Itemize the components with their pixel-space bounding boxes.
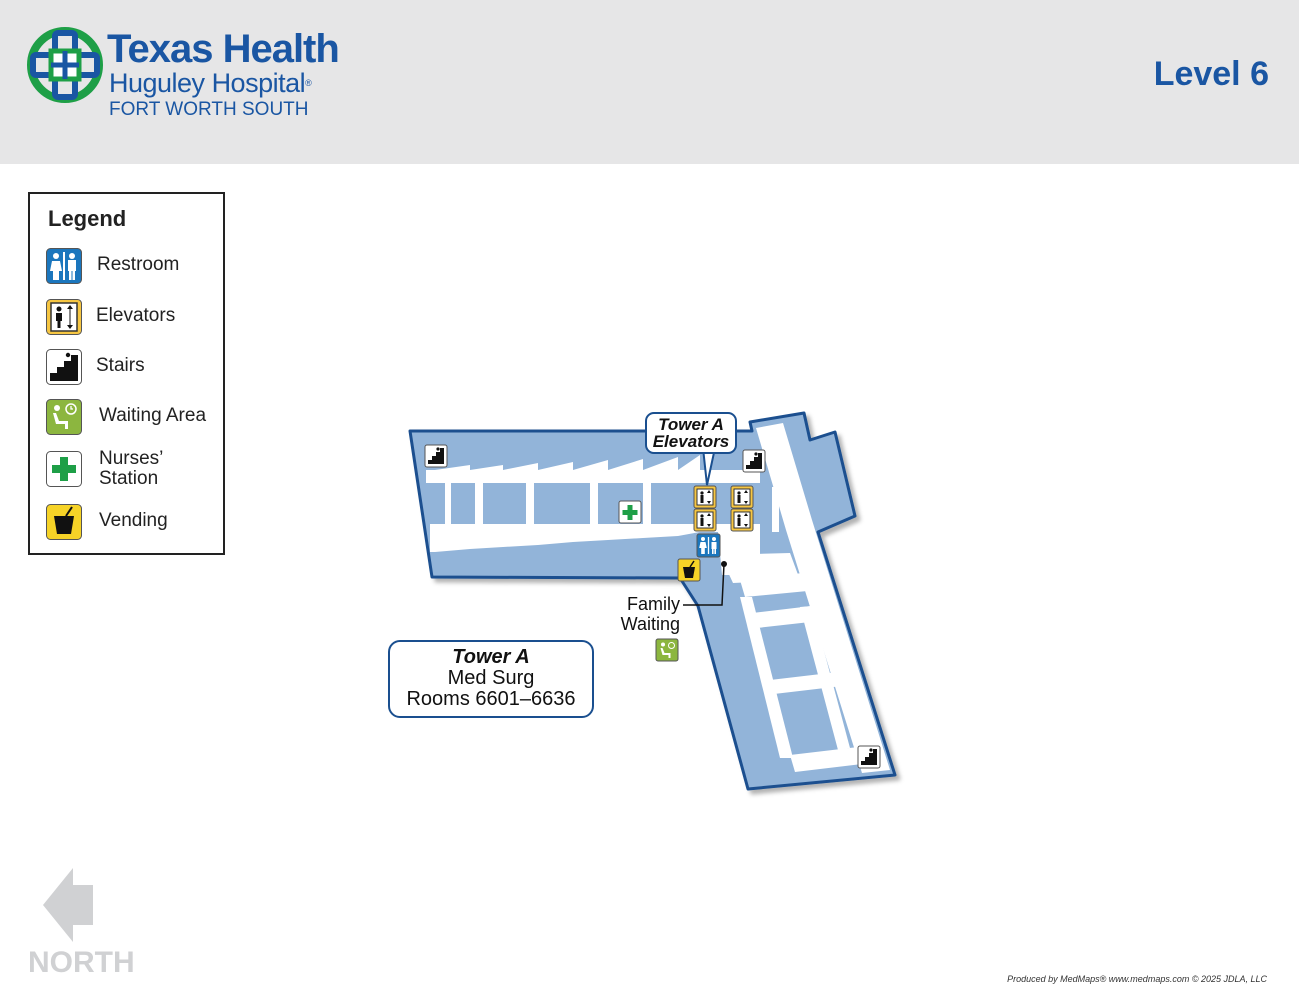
- stairs-marker: [858, 746, 880, 768]
- tower-a-elevators-line1: Tower A: [658, 415, 724, 434]
- north-indicator: [28, 868, 135, 979]
- family-waiting-label: [600, 594, 680, 634]
- waiting-area-marker: [656, 639, 678, 661]
- map-credit: Produced by MedMaps® www.medmaps.com © 2025 JDLA, LLC: [1007, 974, 1267, 984]
- legend-label-stairs: Stairs: [96, 355, 145, 376]
- nurses-station-marker: [619, 501, 641, 523]
- unit-name: Med Surg: [447, 667, 535, 689]
- elevator-marker: [731, 486, 753, 508]
- tower-name: Tower A: [452, 646, 530, 668]
- family-waiting-dot: [721, 561, 727, 567]
- legend-label-elevators: Elevators: [96, 305, 176, 326]
- hospital-name: Huguley Hospital®: [109, 68, 312, 98]
- level-title: Level 6: [1153, 55, 1269, 93]
- tower-a-elevators-line2: Elevators: [652, 432, 730, 451]
- legend-label-waiting-area: Waiting Area: [99, 405, 207, 426]
- stairs-marker: [743, 450, 765, 472]
- room-range: Rooms 6601–6636: [406, 688, 576, 710]
- registered-mark: ®: [305, 78, 312, 88]
- hospital-location: FORT WORTH SOUTH: [109, 99, 309, 120]
- elevator-marker: [731, 509, 753, 531]
- legend-label-nurses-line1: Nurses’: [99, 448, 164, 469]
- vending-marker: [678, 559, 700, 581]
- legend-label-nurses-line2: Station: [99, 468, 159, 489]
- family-waiting-line1: Family: [627, 594, 680, 614]
- tower-a-med-surg-callout: [388, 640, 594, 718]
- north-label: NORTH: [28, 946, 135, 979]
- legend-title: Legend: [48, 206, 127, 231]
- legend-label-vending: Vending: [99, 510, 168, 531]
- family-waiting-line2: Waiting: [620, 614, 680, 634]
- stairs-marker: [425, 445, 447, 467]
- legend-label-restroom: Restroom: [97, 254, 180, 275]
- elevator-marker: [694, 509, 716, 531]
- brand-name: Texas Health: [107, 27, 339, 71]
- tower-a-elevators-callout: [645, 412, 737, 454]
- elevator-marker: [694, 486, 716, 508]
- restroom-marker: [697, 534, 720, 557]
